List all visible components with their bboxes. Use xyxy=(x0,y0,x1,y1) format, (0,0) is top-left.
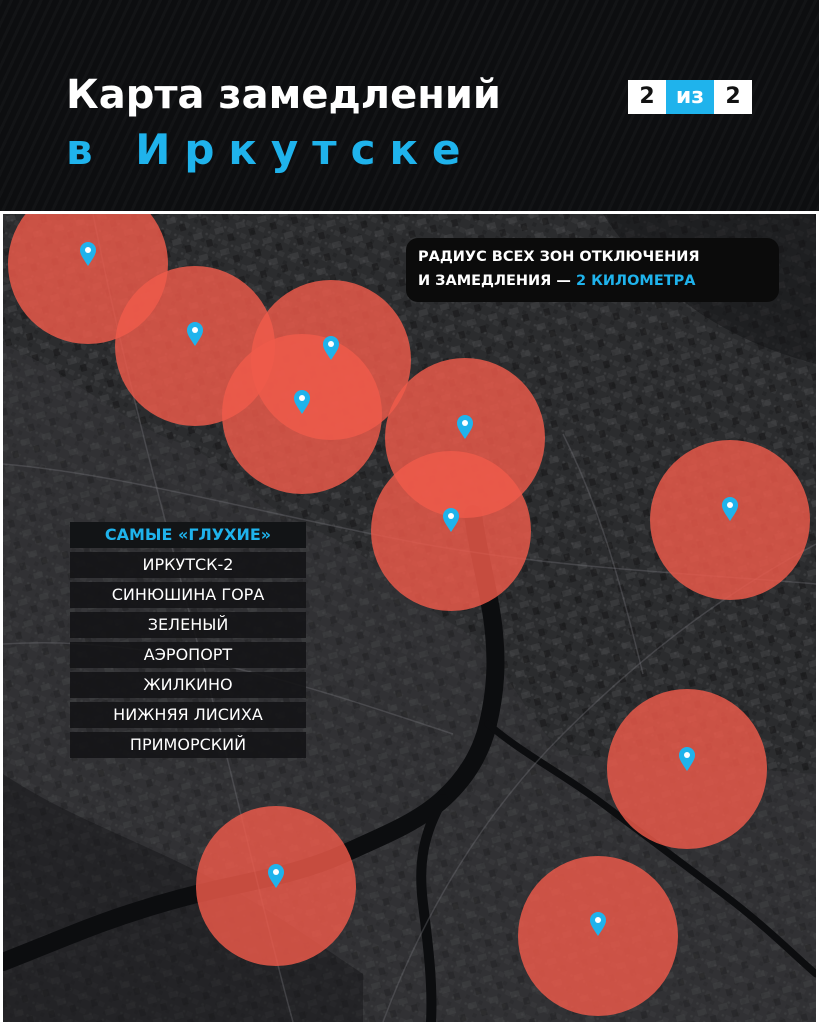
info-line-1: РАДИУС ВСЕХ ЗОН ОТКЛЮЧЕНИЯ xyxy=(418,249,700,265)
pager xyxy=(628,80,752,114)
info-line-2 xyxy=(418,269,779,293)
legend-item-zhilkino: ЖИЛКИНО xyxy=(70,672,306,698)
pager-total: 2 xyxy=(714,80,752,114)
legend-item-sinyushina-gora: СИНЮШИНА ГОРА xyxy=(70,582,306,608)
page-title: Карта замедлений xyxy=(66,72,501,118)
pager-separator: из xyxy=(666,80,714,114)
page-subtitle: в Иркутске xyxy=(66,125,475,174)
info-radius-value: 2 КИЛОМЕТРА xyxy=(575,273,696,289)
deadzones-legend xyxy=(70,522,306,762)
pager-current: 2 xyxy=(628,80,666,114)
legend-item-primorsky: ПРИМОРСКИЙ xyxy=(70,732,306,758)
info-line-2-prefix: И ЗАМЕДЛЕНИЯ — xyxy=(418,273,576,289)
radius-info-box xyxy=(406,238,779,302)
legend-item-airport: АЭРОПОРТ xyxy=(70,642,306,668)
legend-item-nizhnyaya-lisikha: НИЖНЯЯ ЛИСИХА xyxy=(70,702,306,728)
header xyxy=(0,0,819,212)
legend-title: САМЫЕ «ГЛУХИЕ» xyxy=(70,522,306,548)
legend-item-zeleny: ЗЕЛЕНЫЙ xyxy=(70,612,306,638)
legend-item-irkutsk-2: ИРКУТСК-2 xyxy=(70,552,306,578)
